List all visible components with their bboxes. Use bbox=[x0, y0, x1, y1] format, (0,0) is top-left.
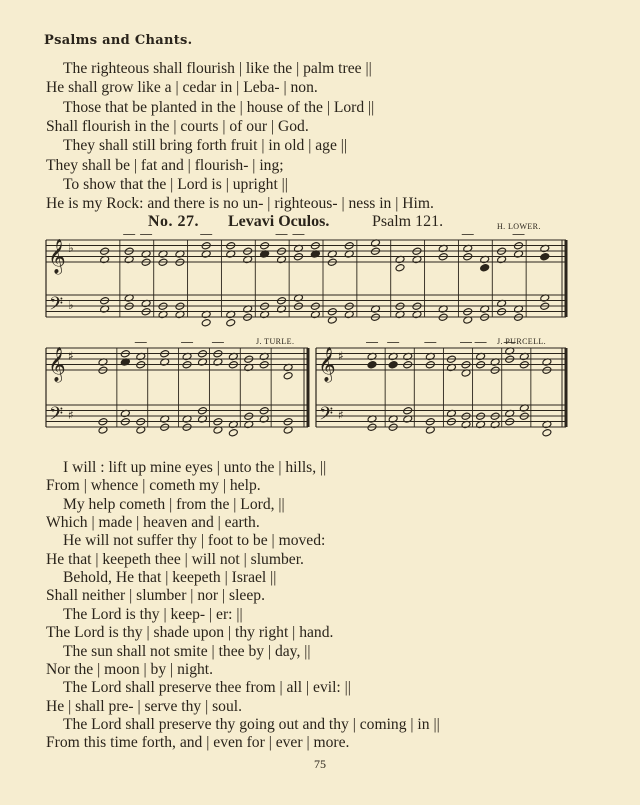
verse-line: Nor the | moon | by | night. bbox=[46, 660, 214, 678]
composer-credit-top: H. LOWER. bbox=[497, 222, 541, 231]
key-signature-icon: ♯ bbox=[68, 349, 74, 363]
key-signature-icon: ♯ bbox=[68, 408, 74, 422]
verse-line: From this time forth, and | even for | ever | more. bbox=[46, 734, 350, 752]
verse-line: The Lord is thy | shade upon | thy right | hand. bbox=[46, 624, 334, 642]
composer-credit-right: J. PURCELL. bbox=[497, 337, 547, 346]
verse-line: They shall be | fat and | flourish- | ing; bbox=[46, 156, 284, 174]
key-signature-icon: ♯ bbox=[338, 408, 344, 422]
page-number: 75 bbox=[314, 757, 326, 771]
key-signature-icon: ♭ bbox=[68, 298, 74, 312]
verse-line: Shall neither | slumber | nor | sleep. bbox=[46, 587, 265, 605]
verse-line: They shall still bring forth fruit | in old | age || bbox=[63, 137, 348, 155]
chant-psalm-reference: Psalm 121. bbox=[372, 213, 444, 230]
running-header: Psalms and Chants. bbox=[44, 33, 193, 48]
key-signature-icon: ♭ bbox=[68, 241, 74, 255]
composer-credit-left: J. TURLE. bbox=[256, 337, 295, 346]
verse-line: Behold, He that | keepeth | Israel || bbox=[63, 569, 277, 587]
verse-line: He shall grow like a | cedar in | Leba- | non. bbox=[46, 79, 318, 97]
verse-line: The Lord shall preserve thy going out and thy | coming | in || bbox=[63, 715, 440, 733]
bass-clef-icon: 𝄢 bbox=[319, 404, 334, 429]
bass-clef-icon: 𝄢 bbox=[49, 404, 64, 429]
verse-line: Shall flourish in the | courts | of our | God. bbox=[46, 117, 309, 135]
treble-clef-icon: 𝄞 bbox=[318, 347, 336, 382]
verse-line: Which | made | heaven and | earth. bbox=[46, 514, 260, 532]
chant-number: No. 27. bbox=[148, 213, 200, 230]
verse-line: He is my Rock: and there is no un- | righteous- | ness in | Him. bbox=[46, 195, 434, 213]
verse-line: He | shall pre- | serve thy | soul. bbox=[46, 697, 243, 715]
verse-line: He will not suffer thy | foot to be | moved: bbox=[63, 532, 326, 550]
verse-line: The Lord shall preserve thee from | all | evil: || bbox=[63, 679, 351, 697]
verse-line: From | whence | cometh my | help. bbox=[46, 477, 261, 495]
verse-line: To show that the | Lord is | upright || bbox=[63, 175, 288, 193]
verse-line: The Lord is thy | keep- | er: || bbox=[63, 605, 243, 623]
verse-line: The righteous shall flourish | like the | palm tree || bbox=[63, 60, 372, 77]
verse-line: He that | keepeth thee | will not | slumber. bbox=[46, 550, 304, 568]
key-signature-icon: ♯ bbox=[338, 349, 344, 363]
chant-name: Levavi Oculos. bbox=[228, 213, 330, 230]
verse-line: My help cometh | from the | Lord, || bbox=[63, 495, 285, 513]
verse-line: I will : lift up mine eyes | unto the | hills, || bbox=[63, 459, 327, 476]
bass-clef-icon: 𝄢 bbox=[49, 294, 64, 319]
treble-clef-icon: 𝄞 bbox=[48, 347, 66, 382]
verse-line: Those that be planted in the | house of the | Lord || bbox=[63, 98, 375, 116]
verse-line: The sun shall not smite | thee by | day, || bbox=[63, 642, 311, 660]
treble-clef-icon: 𝄞 bbox=[48, 239, 66, 274]
